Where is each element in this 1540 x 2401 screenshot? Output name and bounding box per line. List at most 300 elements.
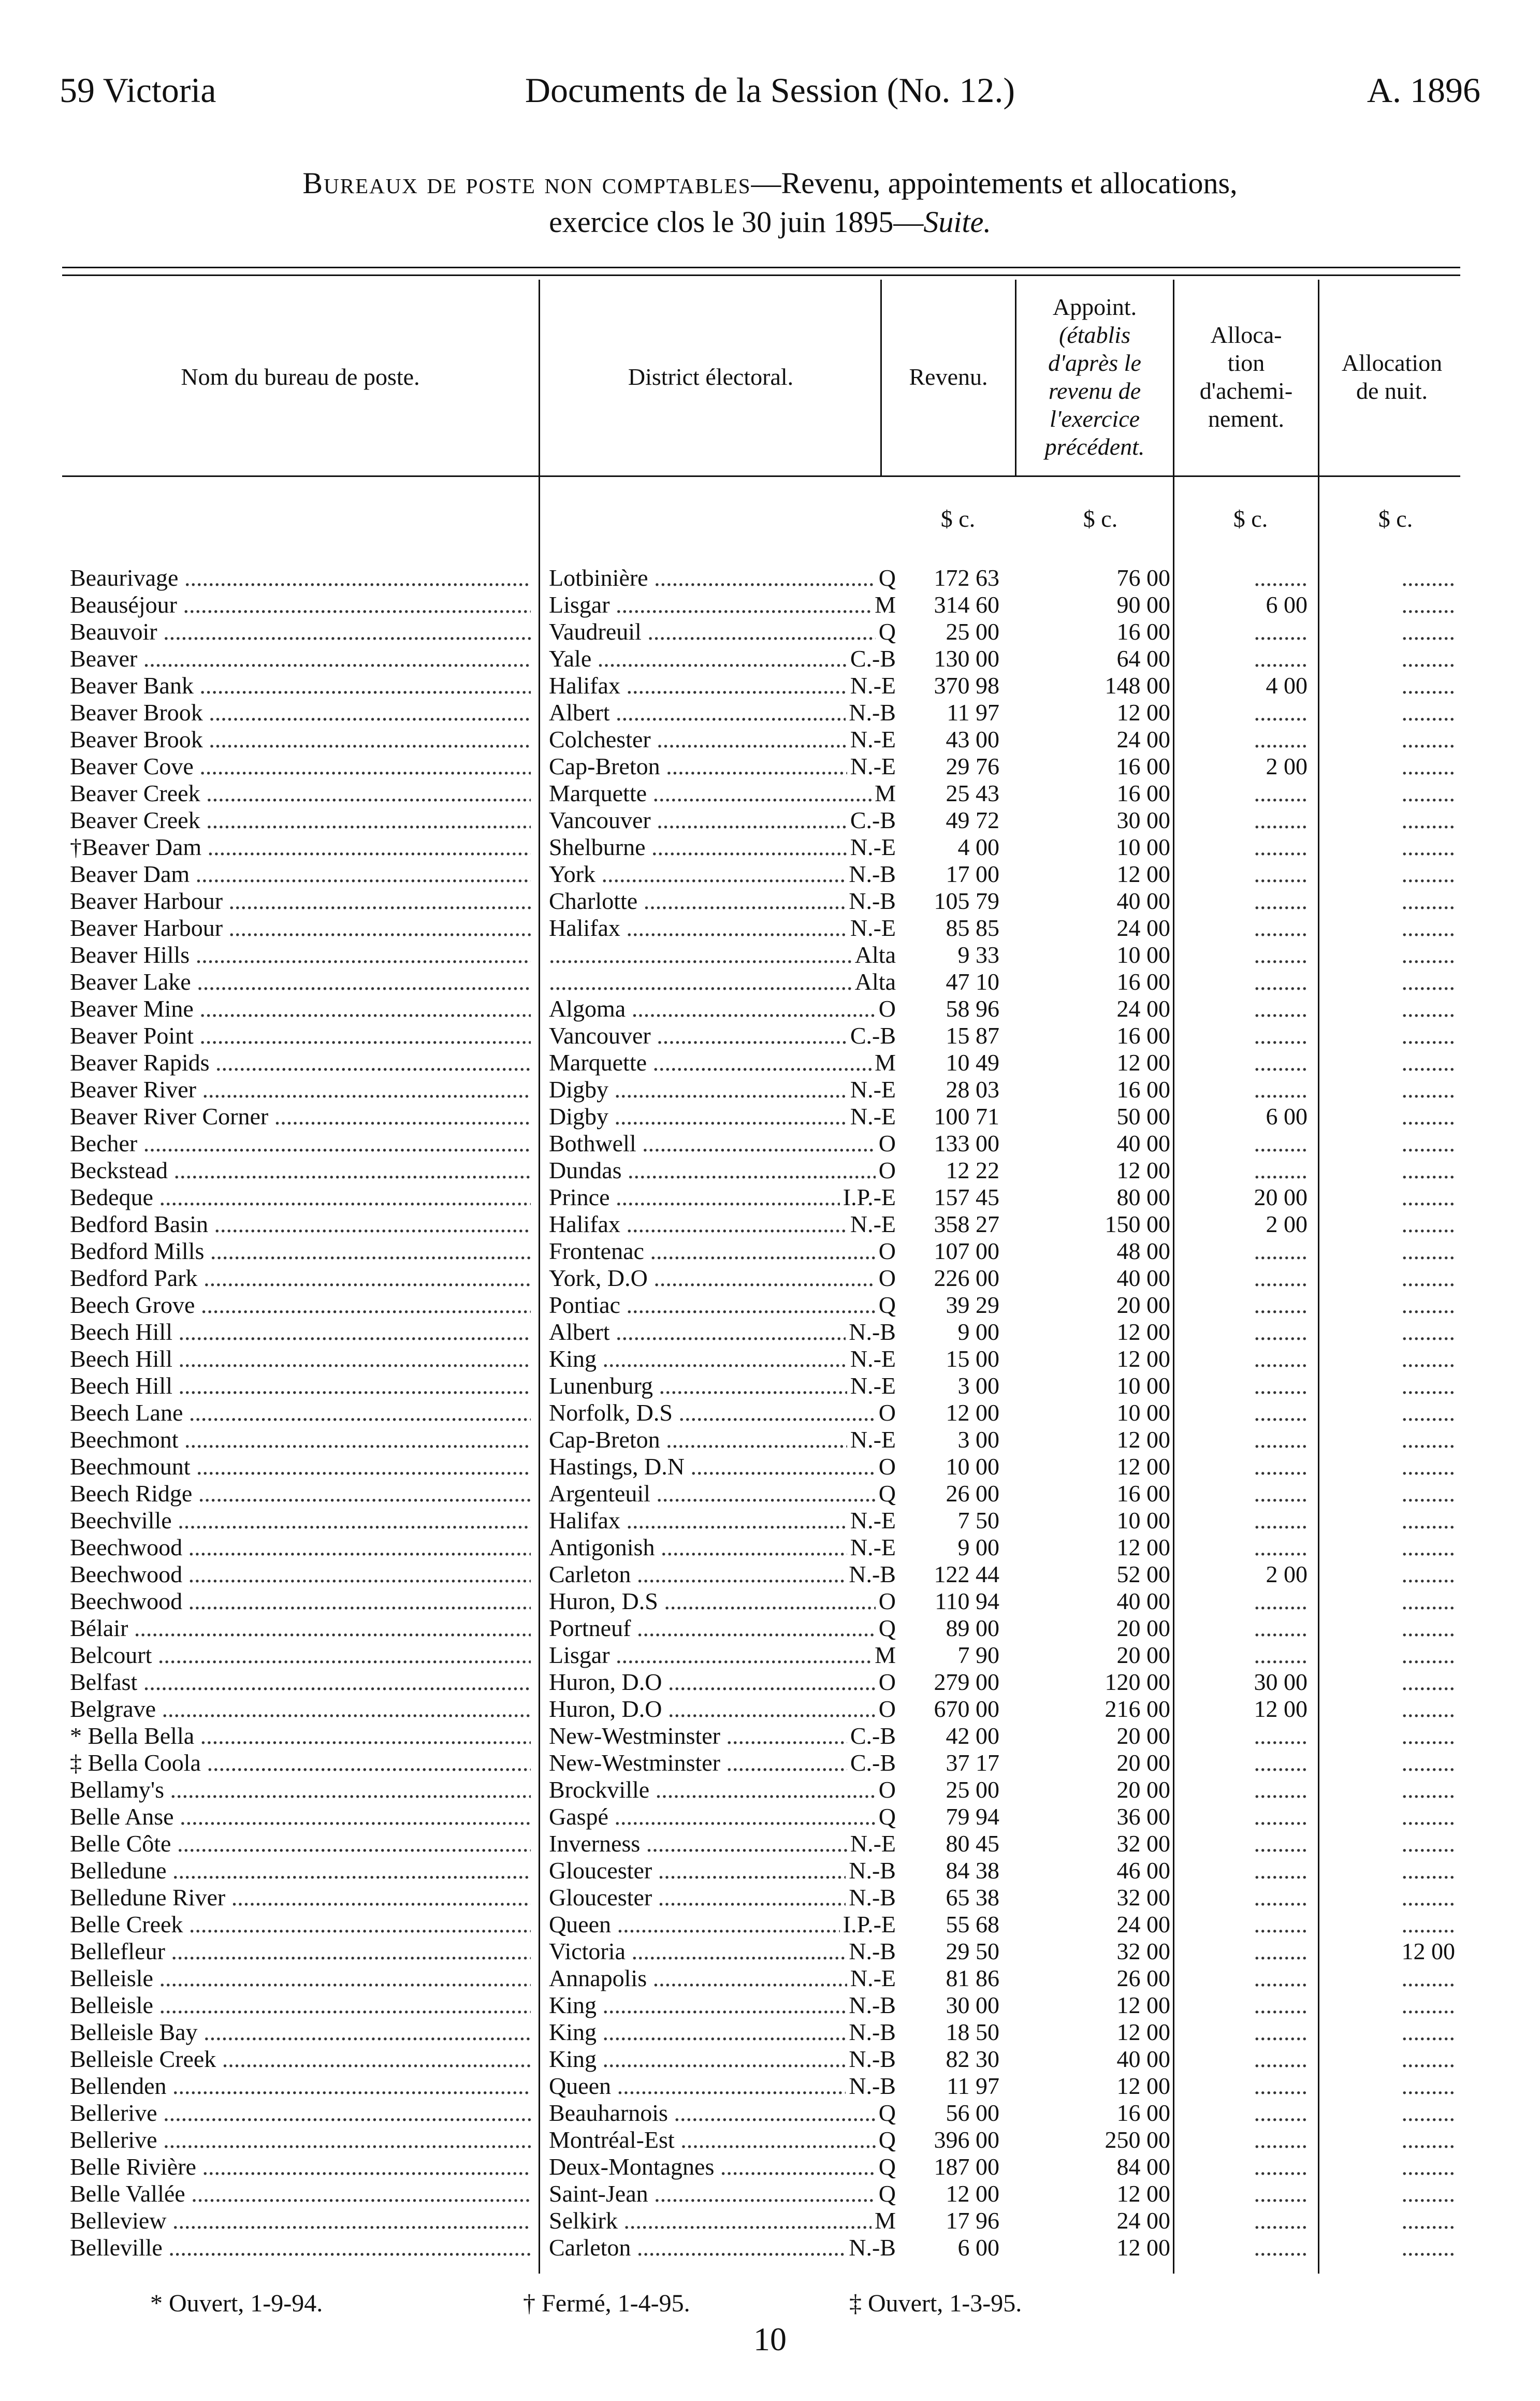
revenue-value [901, 1992, 999, 2019]
appointment-value [1030, 699, 1170, 726]
empty-cell-dots: ......... [1401, 1372, 1455, 1399]
routing-allowance-value-text: 2 00 [1266, 1211, 1307, 1237]
routing-allowance-value [1178, 780, 1307, 807]
post-office-name-text: Beechville ..... [70, 1507, 531, 1534]
district-name: Gloucester ..... [549, 1857, 896, 1884]
revenue-value [901, 2073, 999, 2100]
routing-allowance-value [1178, 1992, 1307, 2019]
post-office-name-text: Beaurivage ..... [70, 565, 531, 591]
post-office-name [70, 1884, 531, 1911]
night-allowance-value [1326, 1615, 1455, 1642]
empty-cell-dots: ......... [1254, 1480, 1307, 1507]
revenue-value-text: 55 68 [946, 1911, 999, 1937]
district-name: Prince ..... [549, 1184, 896, 1210]
empty-cell-dots: ......... [1254, 1265, 1307, 1291]
empty-cell-dots: ......... [1401, 1965, 1455, 1991]
post-office-name [70, 1642, 531, 1669]
routing-allowance-value [1178, 645, 1307, 672]
revenue-value [901, 1480, 999, 1507]
empty-cell-dots: ......... [1401, 1749, 1455, 1776]
province-code: N.-B [846, 2019, 896, 2046]
routing-allowance-value [1178, 861, 1307, 888]
revenue-value [901, 1588, 999, 1615]
table-row [0, 1076, 1540, 1103]
revenue-value [901, 1426, 999, 1453]
appointment-value [1030, 2153, 1170, 2180]
table-row [0, 672, 1540, 699]
revenue-value-text: 39 29 [946, 1292, 999, 1318]
revenue-value-text: 84 38 [946, 1857, 999, 1884]
table-title-line2 [0, 205, 1540, 239]
empty-cell-dots: ......... [1254, 1938, 1307, 1964]
table-row [0, 2234, 1540, 2261]
post-office-name-text: Beaver Harbour ..... [70, 888, 531, 914]
empty-cell-dots: ......... [1401, 1157, 1455, 1183]
appointment-value-text: 216 00 [1105, 1696, 1170, 1722]
post-office-name-text: Beckstead ..... [70, 1157, 531, 1183]
post-office-name-text: Bellenden ..... [70, 2073, 531, 2099]
district-name: Huron, D.O ..... [549, 1696, 896, 1722]
table-row [0, 2073, 1540, 2100]
post-office-name-text: Bellerive ..... [70, 2127, 531, 2153]
revenue-value-text: 130 00 [934, 645, 999, 672]
table-row [0, 618, 1540, 645]
revenue-value-text: 28 03 [946, 1076, 999, 1103]
appointment-value-text: 16 00 [1116, 2100, 1170, 2126]
revenue-value [901, 1642, 999, 1669]
electoral-district [549, 1292, 896, 1319]
night-allowance-value [1326, 2127, 1455, 2153]
revenue-value [901, 1561, 999, 1588]
table-row [0, 861, 1540, 888]
table-row [0, 1884, 1540, 1911]
night-allowance-value [1326, 861, 1455, 888]
empty-cell-dots: ......... [1254, 645, 1307, 672]
routing-allowance-value [1178, 1561, 1307, 1588]
post-office-name [70, 1965, 531, 1992]
routing-allowance-value [1178, 1669, 1307, 1696]
empty-cell-dots: ......... [1254, 1130, 1307, 1156]
appointment-value-text: 48 00 [1116, 1238, 1170, 1264]
table-row [0, 1696, 1540, 1723]
table-row [0, 1049, 1540, 1076]
revenue-value-text: 29 76 [946, 753, 999, 779]
district-name: Pontiac ..... [549, 1292, 896, 1318]
revenue-value [901, 1157, 999, 1184]
revenue-value-text: 172 63 [934, 565, 999, 591]
electoral-district [549, 1453, 896, 1480]
empty-cell-dots: ......... [1401, 1992, 1455, 2018]
district-name [549, 968, 896, 995]
empty-cell-dots: ......... [1401, 1265, 1455, 1291]
empty-cell-dots: ......... [1254, 1588, 1307, 1614]
empty-cell-dots: ......... [1401, 1480, 1455, 1507]
colhead-nuit-l2: de nuit. [1356, 377, 1428, 404]
empty-cell-dots: ......... [1401, 2073, 1455, 2099]
district-name: New-Westminster ..... [549, 1723, 896, 1749]
night-allowance-value [1326, 699, 1455, 726]
post-office-name [70, 2100, 531, 2127]
appointment-value-text: 16 00 [1116, 1022, 1170, 1049]
appointment-value [1030, 1669, 1170, 1696]
empty-cell-dots: ......... [1401, 1426, 1455, 1453]
revenue-value-text: 9 33 [957, 942, 999, 968]
district-name: Shelburne ..... [549, 834, 896, 860]
footnote-closed-95: † Fermé, 1-4-95. [523, 2290, 690, 2317]
electoral-district [549, 1669, 896, 1696]
table-row [0, 1642, 1540, 1669]
province-code: N.-E [847, 1830, 896, 1857]
table-row [0, 1238, 1540, 1265]
post-office-name [70, 888, 531, 915]
appointment-value-text: 32 00 [1116, 1938, 1170, 1964]
revenue-value [901, 1103, 999, 1130]
routing-allowance-value [1178, 915, 1307, 942]
table-row [0, 888, 1540, 915]
appointment-value [1030, 1292, 1170, 1319]
post-office-name [70, 726, 531, 753]
district-name: Gaspé ..... [549, 1803, 896, 1830]
revenue-value [901, 1346, 999, 1372]
routing-allowance-value [1178, 1426, 1307, 1453]
district-name: Queen ..... [549, 1911, 896, 1937]
night-allowance-value [1326, 888, 1455, 915]
night-allowance-value [1326, 1534, 1455, 1561]
province-code: N.-E [847, 834, 896, 861]
empty-cell-dots: ......... [1254, 1292, 1307, 1318]
routing-allowance-value [1178, 672, 1307, 699]
appointment-value [1030, 1803, 1170, 1830]
night-allowance-value [1326, 1830, 1455, 1857]
appointment-value [1030, 915, 1170, 942]
revenue-value-text: 65 38 [946, 1884, 999, 1911]
appointment-value-text: 40 00 [1116, 888, 1170, 914]
empty-cell-dots: ......... [1254, 1319, 1307, 1345]
appointment-value-text: 24 00 [1116, 915, 1170, 941]
routing-allowance-value [1178, 1965, 1307, 1992]
routing-allowance-value [1178, 995, 1307, 1022]
revenue-value-text: 133 00 [934, 1130, 999, 1156]
routing-allowance-value [1178, 1534, 1307, 1561]
routing-allowance-value-text: 12 00 [1254, 1696, 1307, 1722]
appointment-value-text: 16 00 [1116, 780, 1170, 806]
electoral-district [549, 1749, 896, 1776]
district-name: Brockville ..... [549, 1776, 896, 1803]
district-name: New-Westminster ..... [549, 1749, 896, 1776]
empty-cell-dots: ......... [1401, 1130, 1455, 1156]
routing-allowance-value [1178, 1723, 1307, 1749]
colhead-district [541, 280, 880, 474]
table-row [0, 915, 1540, 942]
table-title-plain: exercice clos le 30 juin 1895— [549, 205, 924, 239]
province-code: N.-E [847, 915, 896, 942]
post-office-name-text: Beech Hill ..... [70, 1346, 531, 1372]
empty-cell-dots: ......... [1401, 1911, 1455, 1937]
revenue-value-text: 9 00 [957, 1319, 999, 1345]
province-code: N.-E [847, 726, 896, 753]
revenue-value-text: 157 45 [934, 1184, 999, 1210]
colhead-appoint [1016, 280, 1173, 474]
province-code: Q [876, 1480, 896, 1507]
revenue-value-text: 6 00 [957, 2234, 999, 2261]
district-name: Inverness ..... [549, 1830, 896, 1857]
empty-cell-dots: ......... [1401, 1803, 1455, 1830]
appointment-value [1030, 618, 1170, 645]
night-allowance-value [1326, 1642, 1455, 1669]
appointment-value [1030, 2019, 1170, 2046]
revenue-value [901, 1399, 999, 1426]
routing-allowance-value [1178, 1103, 1307, 1130]
province-code: Q [876, 565, 896, 591]
revenue-value [901, 1184, 999, 1211]
appointment-value-text: 16 00 [1116, 618, 1170, 645]
appointment-value [1030, 1319, 1170, 1346]
post-office-name [70, 2234, 531, 2261]
table-row [0, 1157, 1540, 1184]
table-row [0, 2019, 1540, 2046]
routing-allowance-value [1178, 1076, 1307, 1103]
appointment-value [1030, 1211, 1170, 1238]
province-code: C.-B [847, 1022, 896, 1049]
table-row [0, 1399, 1540, 1426]
post-office-name [70, 1426, 531, 1453]
revenue-value [901, 726, 999, 753]
appointment-value [1030, 1238, 1170, 1265]
revenue-value-text: 25 43 [946, 780, 999, 806]
appointment-value-text: 40 00 [1116, 1130, 1170, 1156]
electoral-district [549, 1507, 896, 1534]
appointment-value-text: 16 00 [1116, 1076, 1170, 1103]
routing-allowance-value-text: 6 00 [1266, 591, 1307, 618]
empty-cell-dots: ......... [1401, 618, 1455, 645]
routing-allowance-value [1178, 1749, 1307, 1776]
empty-cell-dots: ......... [1401, 1723, 1455, 1749]
electoral-district [549, 2100, 896, 2127]
revenue-value [901, 753, 999, 780]
post-office-name-text: Belle Rivière ..... [70, 2153, 531, 2180]
appointment-value [1030, 1749, 1170, 1776]
empty-cell-dots: ......... [1254, 2127, 1307, 2153]
revenue-value [901, 1911, 999, 1938]
routing-allowance-value [1178, 1696, 1307, 1723]
district-name: Norfolk, D.S ..... [549, 1399, 896, 1426]
post-office-name [70, 1938, 531, 1965]
revenue-value [901, 645, 999, 672]
empty-cell-dots: ......... [1401, 1049, 1455, 1076]
empty-cell-dots: ......... [1254, 1372, 1307, 1399]
appointment-value-text: 64 00 [1116, 645, 1170, 672]
appointment-value-text: 12 00 [1116, 1426, 1170, 1453]
province-code: C.-B [847, 807, 896, 834]
revenue-value-text: 15 87 [946, 1022, 999, 1049]
electoral-district [549, 915, 896, 942]
empty-cell-dots: ......... [1401, 2019, 1455, 2045]
post-office-name-text: †Beaver Dam ..... [70, 834, 531, 860]
routing-allowance-value [1178, 1911, 1307, 1938]
table-title-rest: —Revenu, appointements et allocations, [751, 166, 1238, 200]
empty-cell-dots: ......... [1401, 1022, 1455, 1049]
revenue-value [901, 1776, 999, 1803]
post-office-name-text: Beaver Creek ..... [70, 807, 531, 833]
appointment-value-text: 84 00 [1116, 2153, 1170, 2180]
table-row [0, 1669, 1540, 1696]
post-office-name-text: Belle Vallée ..... [70, 2180, 531, 2207]
revenue-value [901, 1534, 999, 1561]
revenue-value-text: 56 00 [946, 2100, 999, 2126]
empty-cell-dots: ......... [1254, 2153, 1307, 2180]
rule-top-2 [62, 274, 1460, 276]
appointment-value [1030, 2180, 1170, 2207]
electoral-district [549, 1803, 896, 1830]
empty-cell-dots: ......... [1401, 2207, 1455, 2234]
appointment-value-text: 24 00 [1116, 726, 1170, 753]
appointment-value-text: 76 00 [1116, 565, 1170, 591]
empty-cell-dots: ......... [1401, 672, 1455, 699]
district-name: Lisgar ..... [549, 591, 896, 618]
appointment-value [1030, 1399, 1170, 1426]
routing-allowance-value-text: 6 00 [1266, 1103, 1307, 1130]
night-allowance-value [1326, 1265, 1455, 1292]
appointment-value [1030, 1507, 1170, 1534]
routing-allowance-value [1178, 1346, 1307, 1372]
post-office-name [70, 834, 531, 861]
revenue-value [901, 915, 999, 942]
night-allowance-value [1326, 726, 1455, 753]
post-office-name-text: Bedford Basin ..... [70, 1211, 531, 1237]
empty-cell-dots: ......... [1254, 1157, 1307, 1183]
appointment-value [1030, 2073, 1170, 2100]
electoral-district [549, 1238, 896, 1265]
district-name: King ..... [549, 1992, 896, 2018]
night-allowance-value [1326, 1561, 1455, 1588]
appointment-value [1030, 1372, 1170, 1399]
appointment-value [1030, 1426, 1170, 1453]
district-name: Lisgar ..... [549, 1642, 896, 1668]
empty-cell-dots: ......... [1401, 2180, 1455, 2207]
post-office-name [70, 780, 531, 807]
colhead-appoint-l4: revenu de [1048, 377, 1141, 404]
night-allowance-value [1326, 2234, 1455, 2261]
empty-cell-dots: ......... [1254, 2207, 1307, 2234]
post-office-name [70, 1669, 531, 1696]
revenue-value-text: 30 00 [946, 1992, 999, 2018]
post-office-name-text: Beaver Brook ..... [70, 726, 531, 753]
appointment-value-text: 20 00 [1116, 1749, 1170, 1776]
empty-cell-dots: ......... [1401, 780, 1455, 806]
appointment-value-text: 16 00 [1116, 968, 1170, 995]
empty-cell-dots: ......... [1401, 2153, 1455, 2180]
revenue-value-text: 80 45 [946, 1830, 999, 1857]
post-office-name [70, 565, 531, 591]
electoral-district [549, 995, 896, 1022]
routing-allowance-value [1178, 1211, 1307, 1238]
routing-allowance-value-text: 30 00 [1254, 1669, 1307, 1695]
district-name: Deux-Montagnes ..... [549, 2153, 896, 2180]
routing-allowance-value [1178, 2127, 1307, 2153]
colhead-appoint-l2: (établis [1059, 321, 1130, 348]
appointment-value [1030, 2234, 1170, 2261]
electoral-district [549, 2046, 896, 2073]
revenue-value-text: 4 00 [957, 834, 999, 860]
revenue-value [901, 1749, 999, 1776]
routing-allowance-value [1178, 1857, 1307, 1884]
post-office-name-text: Belfast ..... [70, 1669, 531, 1695]
night-allowance-value [1326, 1938, 1455, 1965]
table-row [0, 1749, 1540, 1776]
province-code: O [876, 1453, 896, 1480]
electoral-district [549, 1076, 896, 1103]
empty-cell-dots: ......... [1254, 565, 1307, 591]
post-office-name [70, 915, 531, 942]
unit-achem: $ c. [1233, 505, 1268, 532]
electoral-district [549, 1723, 896, 1749]
province-code: C.-B [847, 1749, 896, 1776]
post-office-name [70, 1615, 531, 1642]
table-row [0, 591, 1540, 618]
electoral-district [549, 2234, 896, 2261]
night-allowance-value [1326, 834, 1455, 861]
province-code: M [871, 591, 896, 618]
appointment-value-text: 12 00 [1116, 699, 1170, 726]
electoral-district [549, 834, 896, 861]
electoral-district [549, 2073, 896, 2100]
appointment-value [1030, 591, 1170, 618]
revenue-value-text: 11 97 [947, 699, 999, 726]
post-office-name [70, 2046, 531, 2073]
empty-cell-dots: ......... [1401, 699, 1455, 726]
province-code: O [876, 1238, 896, 1265]
electoral-district [549, 1211, 896, 1238]
routing-allowance-value [1178, 1615, 1307, 1642]
revenue-value [901, 780, 999, 807]
electoral-district [549, 1399, 896, 1426]
revenue-value-text: 10 00 [946, 1453, 999, 1480]
rule-top-1 [62, 267, 1460, 268]
appointment-value-text: 26 00 [1116, 1965, 1170, 1991]
revenue-value-text: 279 00 [934, 1669, 999, 1695]
table-row [0, 1292, 1540, 1319]
province-code: N.-E [847, 672, 896, 699]
revenue-value [901, 1372, 999, 1399]
province-code: Q [876, 2180, 896, 2207]
routing-allowance-value [1178, 1399, 1307, 1426]
revenue-value-text: 17 00 [946, 861, 999, 887]
routing-allowance-value [1178, 1830, 1307, 1857]
routing-allowance-value [1178, 753, 1307, 780]
empty-cell-dots: ......... [1401, 645, 1455, 672]
post-office-name-text: Beaver Lake ..... [70, 968, 531, 995]
revenue-value [901, 968, 999, 995]
colhead-appoint-l5: l'exercice [1049, 405, 1140, 432]
unit-appoint: $ c. [1083, 505, 1118, 532]
province-code: O [876, 1696, 896, 1723]
appointment-value-text: 12 00 [1116, 2019, 1170, 2045]
appointment-value [1030, 2127, 1170, 2153]
appointment-value-text: 12 00 [1116, 2073, 1170, 2099]
table-row [0, 2180, 1540, 2207]
revenue-value [901, 618, 999, 645]
table-title-smallcaps: Bureaux de poste non comptables [302, 166, 751, 200]
post-office-name [70, 618, 531, 645]
appointment-value-text: 12 00 [1116, 1453, 1170, 1480]
empty-cell-dots: ......... [1401, 2100, 1455, 2126]
table-row [0, 1803, 1540, 1830]
colhead-achem-l4: nement. [1208, 405, 1284, 432]
electoral-district [549, 591, 896, 618]
province-code: N.-B [846, 2073, 896, 2100]
revenue-value [901, 1211, 999, 1238]
province-code: Q [876, 1803, 896, 1830]
